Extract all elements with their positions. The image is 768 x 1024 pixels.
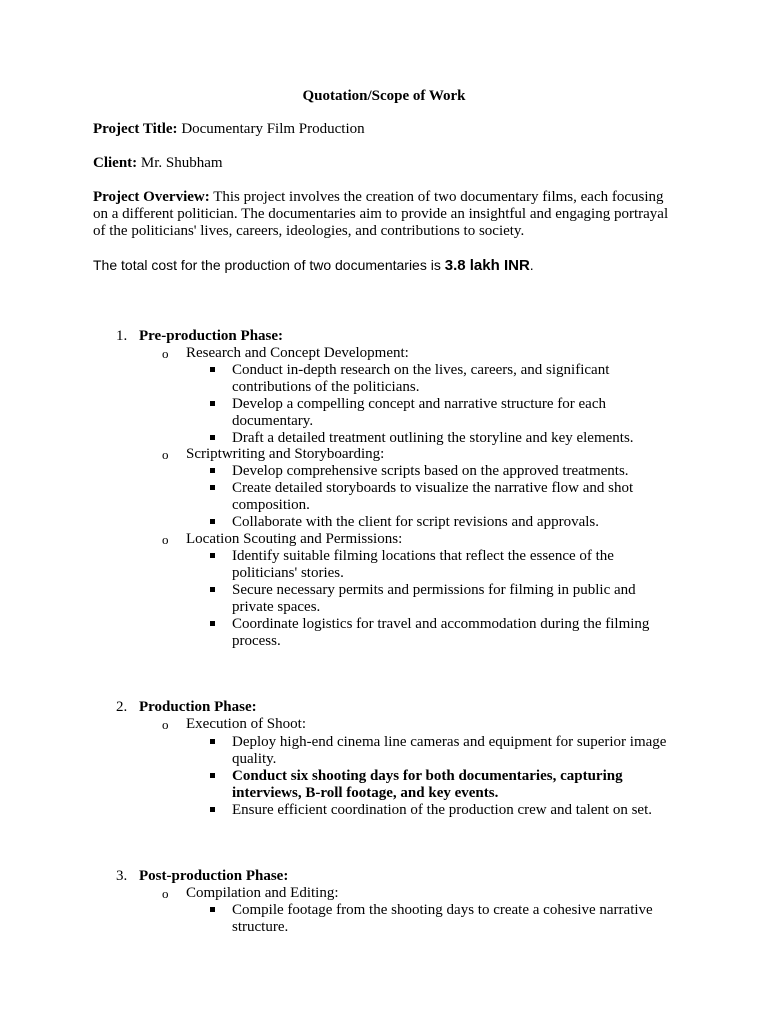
project-title-line xyxy=(93,121,673,138)
client-value: Mr. Shubham xyxy=(137,155,223,171)
list-item-text: Ensure efficient coordination of the production crew and talent on set. xyxy=(232,802,652,818)
square-bullet-icon xyxy=(210,621,215,626)
phase-number: 2. xyxy=(116,699,128,715)
cost-suffix: . xyxy=(529,257,534,273)
square-bullet-icon xyxy=(210,907,215,912)
subsection-label: Compilation and Editing: xyxy=(186,885,339,901)
client-label: Client: xyxy=(93,155,138,171)
circle-bullet: o xyxy=(162,532,169,547)
square-bullet-icon xyxy=(210,553,215,558)
list-item-text: Identify suitable filming locations that reflect the essence of the politicians' stories. xyxy=(232,548,614,581)
project-title-label: Project Title: xyxy=(93,121,178,137)
list-item-text: Compile footage from the shooting days to create a cohesive narrative structure. xyxy=(232,902,653,935)
overview-text: This project involves the creation of two documentary films, each focusing on a different politician. The documentaries aim to provide an insightful and engaging portrayal of the politicians' lives, careers, ideologies, and contributions to society. xyxy=(93,189,669,239)
cost-amount: 3.8 lakh INR xyxy=(444,257,530,274)
list-item-text: Develop comprehensive scripts based on the approved treatments. xyxy=(232,463,629,479)
subsection-label: Scriptwriting and Storyboarding: xyxy=(186,446,385,462)
square-bullet-icon xyxy=(210,807,215,812)
list-item-text: Create detailed storyboards to visualize the narrative flow and shot composition. xyxy=(232,480,634,513)
phase-number: 1. xyxy=(116,328,128,344)
project-title-value: Documentary Film Production xyxy=(177,121,365,137)
subsection-label: Execution of Shoot: xyxy=(186,716,306,732)
overview-label: Project Overview: xyxy=(93,189,210,205)
client-line xyxy=(93,155,673,172)
square-bullet-icon xyxy=(210,739,215,744)
square-bullet-icon xyxy=(210,485,215,490)
square-bullet-icon xyxy=(210,435,215,440)
phase-title: Post-production Phase: xyxy=(139,868,289,884)
circle-bullet: o xyxy=(162,447,169,462)
circle-bullet: o xyxy=(162,886,169,901)
list-item-text: Conduct six shooting days for both documentaries, capturing interviews, B-roll footage, and key events. xyxy=(232,768,623,801)
project-overview xyxy=(93,189,673,240)
subsection-label: Location Scouting and Permissions: xyxy=(186,531,403,547)
list-item-text: Coordinate logistics for travel and accommodation during the filming process. xyxy=(232,616,650,649)
list-item-text: Conduct in-depth research on the lives, careers, and significant contributions of the politicians. xyxy=(232,362,610,395)
cost-prefix: The total cost for the production of two documentaries is xyxy=(93,257,445,273)
document-title: Quotation/Scope of Work xyxy=(302,88,466,104)
list-item-text: Deploy high-end cinema line cameras and equipment for superior image quality. xyxy=(232,734,667,767)
subsection-label: Research and Concept Development: xyxy=(186,345,409,361)
list-item-text: Collaborate with the client for script revisions and approvals. xyxy=(232,514,599,530)
phase-title: Production Phase: xyxy=(139,699,257,715)
square-bullet-icon xyxy=(210,773,215,778)
circle-bullet: o xyxy=(162,346,169,361)
square-bullet-icon xyxy=(210,519,215,524)
list-item-text: Secure necessary permits and permissions for filming in public and private spaces. xyxy=(232,582,636,615)
phase-number: 3. xyxy=(116,868,128,884)
phase-title: Pre-production Phase: xyxy=(139,328,284,344)
square-bullet-icon xyxy=(210,401,215,406)
square-bullet-icon xyxy=(210,468,215,473)
list-item-text: Develop a compelling concept and narrative structure for each documentary. xyxy=(232,396,606,429)
square-bullet-icon xyxy=(210,587,215,592)
square-bullet-icon xyxy=(210,367,215,372)
circle-bullet: o xyxy=(162,717,169,732)
list-item-text: Draft a detailed treatment outlining the storyline and key elements. xyxy=(232,430,634,446)
total-cost-line xyxy=(93,257,534,274)
